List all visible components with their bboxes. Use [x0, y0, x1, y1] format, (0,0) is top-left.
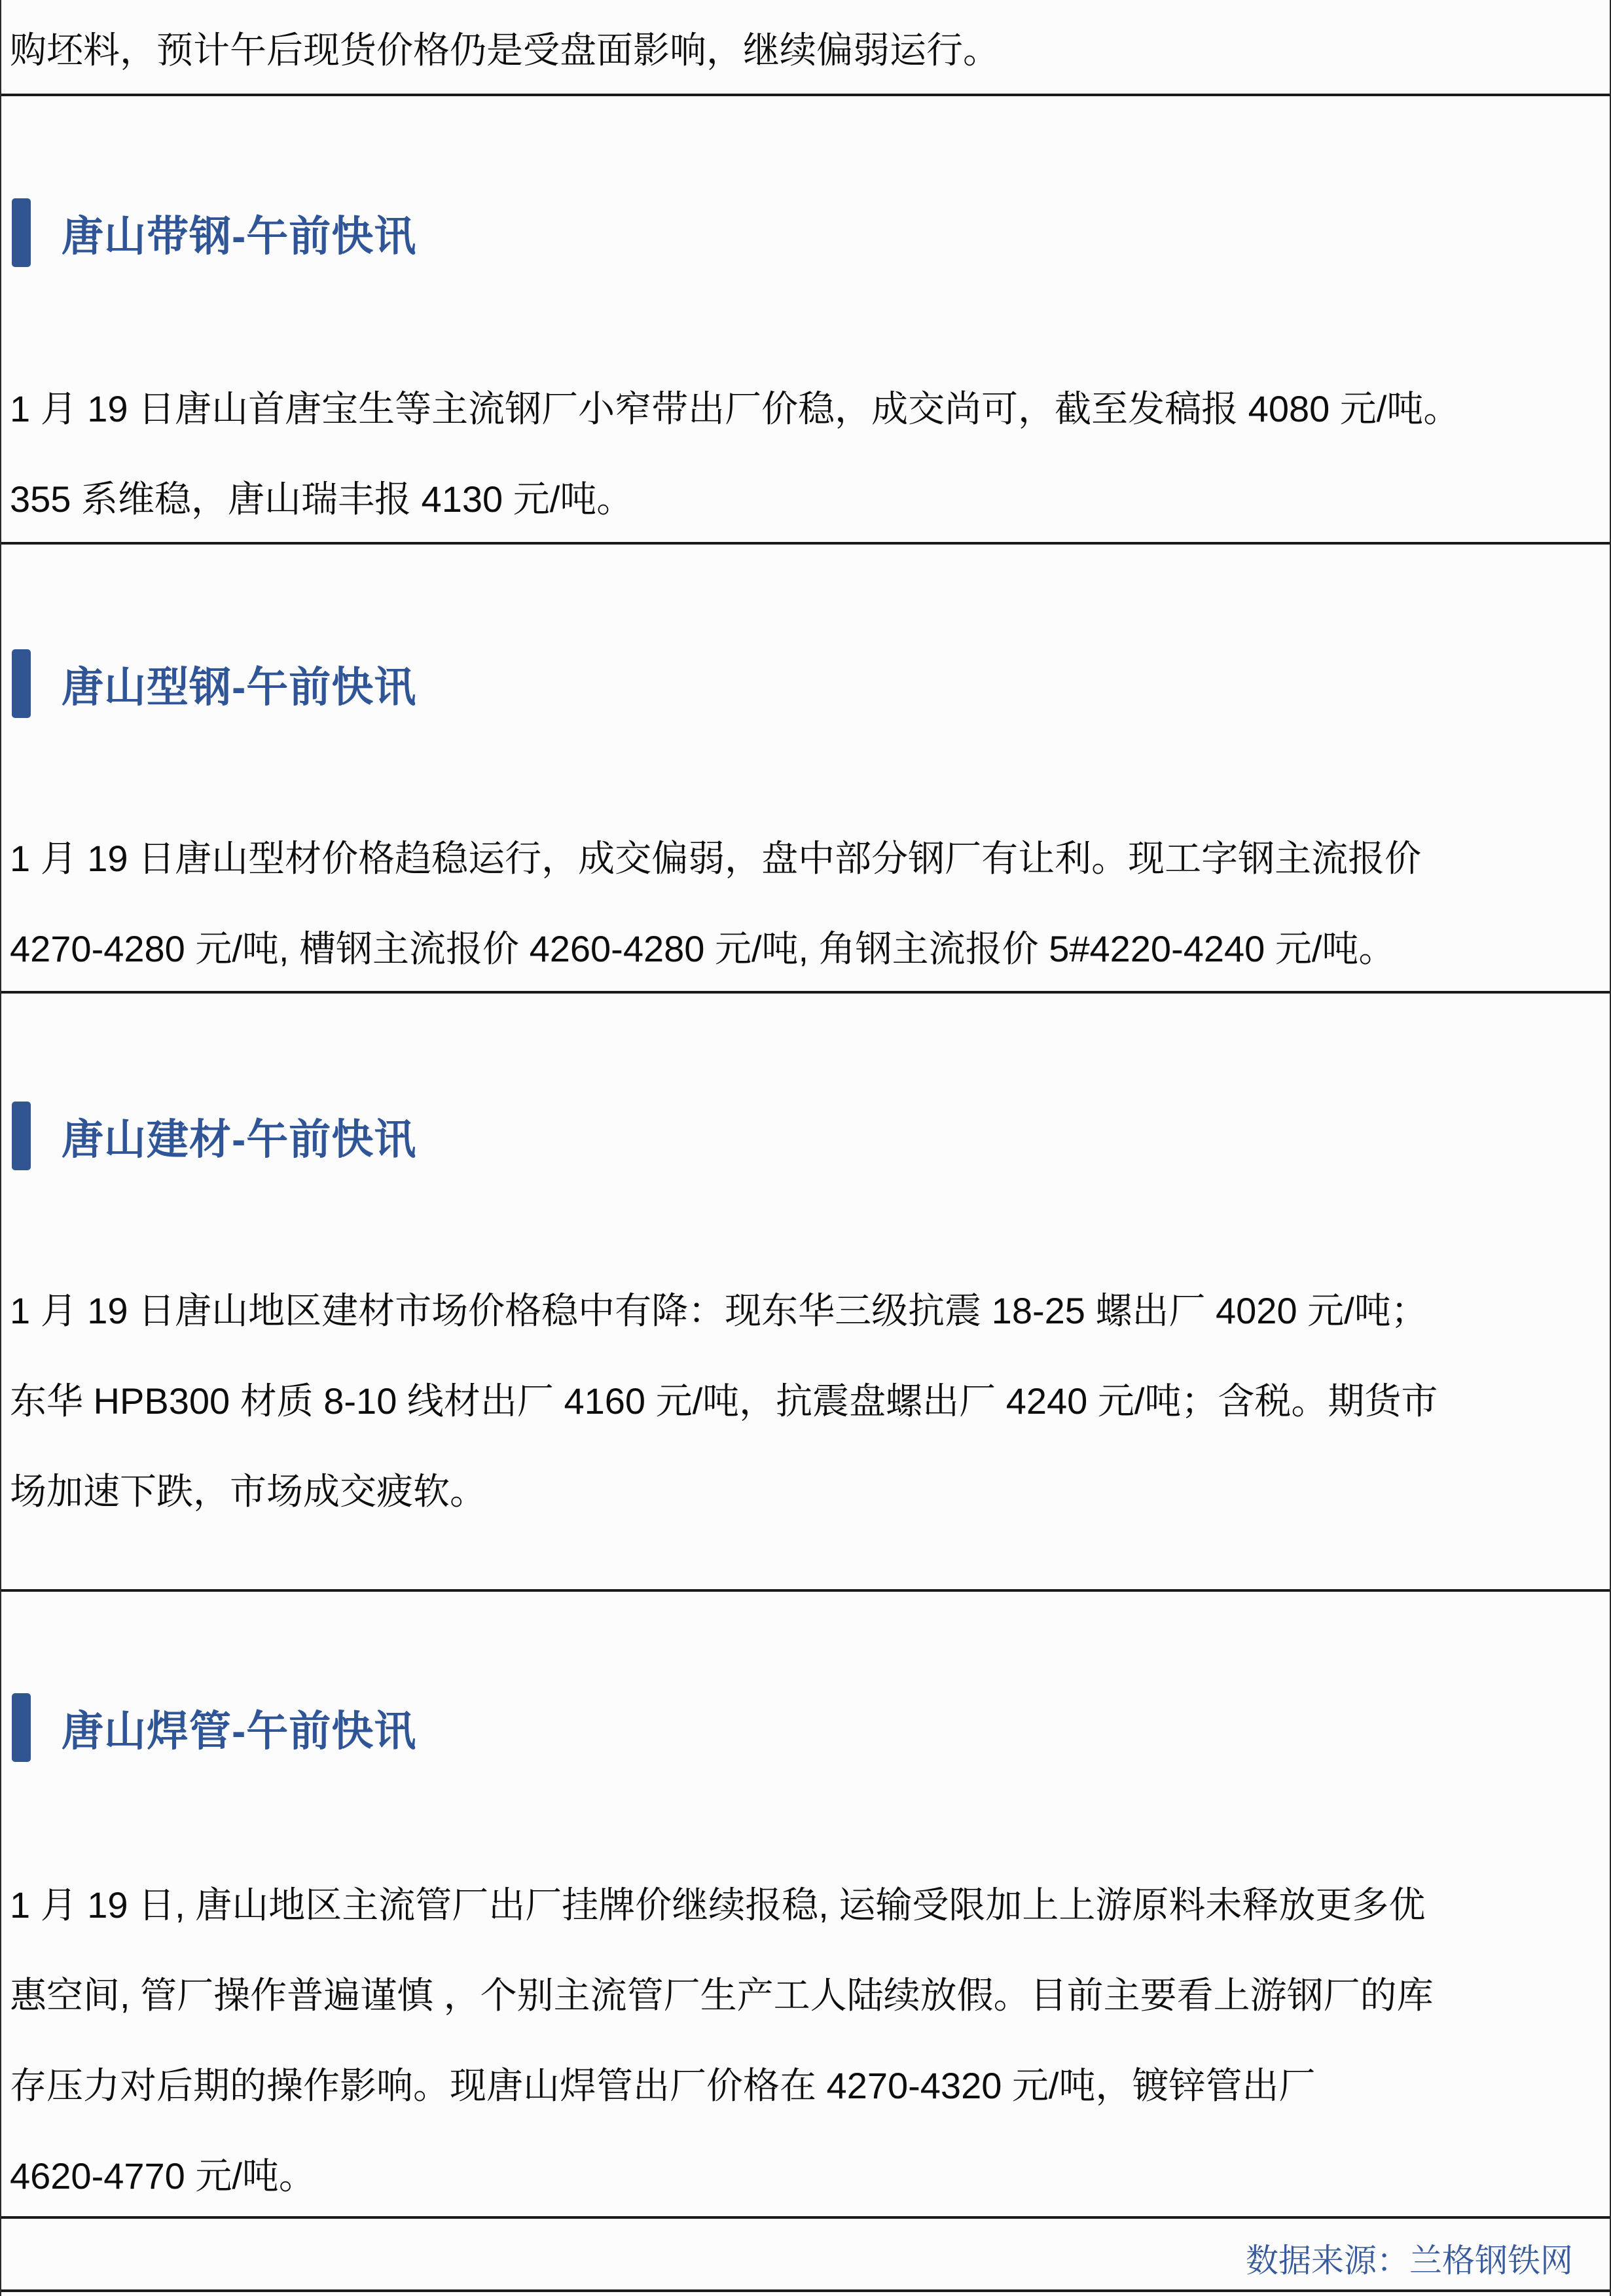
paragraph-line: 东华 HPB300 材质 8-10 线材出厂 4160 元/吨，抗震盘螺出厂 4240 元/吨；含税。期货市 — [10, 1380, 1438, 1422]
paragraph-line: 1 月 19 日唐山型材价格趋稳运行，成交偏弱，盘中部分钢厂有让利。现工字钢主流报价 — [10, 838, 1422, 879]
paragraph-line: 4270-4280 元/吨, 槽钢主流报价 4260-4280 元/吨, 角钢主流报价 5#4220-4240 元/吨。 — [10, 928, 1396, 969]
section-bullet-icon — [12, 649, 31, 718]
footer — [1, 2219, 1610, 2292]
data-source-label: 数据来源：兰格钢铁网 — [1246, 2242, 1573, 2279]
section-bullet-icon — [12, 1102, 31, 1170]
section-heading — [1, 1693, 1610, 1762]
paragraph-line: 场加速下跌，市场成交疲软。 — [10, 1471, 486, 1512]
paragraph-line: 1 月 19 日, 唐山地区主流管厂出厂挂牌价继续报稳, 运输受限加上上游原料未释放更多优 — [10, 1884, 1426, 1926]
section-paragraph — [1, 814, 1610, 994]
section-building-materials — [1, 994, 1610, 1592]
section-title: 唐山型钢-午前快讯 — [62, 663, 417, 711]
section-welded-pipe — [1, 1592, 1610, 2219]
section-heading — [1, 198, 1610, 267]
section-heading — [1, 649, 1610, 718]
section-title: 唐山焊管-午前快讯 — [62, 1707, 417, 1755]
section-title: 唐山带钢-午前快讯 — [62, 212, 417, 260]
paragraph-line: 355 系维稳，唐山瑞丰报 4130 元/吨。 — [10, 478, 634, 520]
paragraph-line: 惠空间, 管厂操作普遍谨慎 ，个别主流管厂生产工人陆续放假。目前主要看上游钢厂的库 — [10, 1975, 1434, 2016]
section-heading — [1, 1102, 1610, 1170]
section-bullet-icon — [12, 198, 31, 267]
section-section-steel — [1, 545, 1610, 994]
section-paragraph — [1, 1266, 1610, 1537]
paragraph-line: 存压力对后期的操作影响。现唐山焊管出厂价格在 4270-4320 元/吨，镀锌管出厂 — [10, 2065, 1316, 2106]
section-bullet-icon — [12, 1693, 31, 1762]
section-paragraph — [1, 1860, 1610, 2219]
section-strip-steel — [1, 96, 1610, 545]
section-title: 唐山建材-午前快讯 — [62, 1115, 417, 1163]
section-paragraph — [1, 364, 1610, 545]
paragraph-line: 4620-4770 元/吨。 — [10, 2155, 316, 2197]
paragraph-line: 购坯料，预计午后现货价格仍是受盘面影响，继续偏弱运行。 — [10, 29, 1000, 71]
top-partial-paragraph — [1, 0, 1610, 96]
paragraph-line: 1 月 19 日唐山首唐宝生等主流钢厂小窄带出厂价稳，成交尚可，截至发稿报 4080 元/吨。 — [10, 388, 1460, 429]
paragraph-line: 1 月 19 日唐山地区建材市场价格稳中有降：现东华三级抗震 18-25 螺出厂 4020 元/吨； — [10, 1290, 1428, 1331]
